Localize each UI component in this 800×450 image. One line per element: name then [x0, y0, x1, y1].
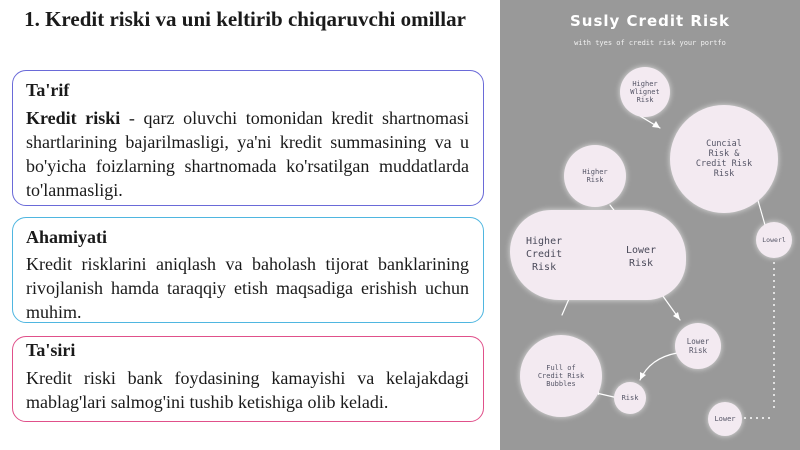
- bubble-label: Lower Risk: [686, 337, 710, 355]
- importance-card: [12, 217, 484, 323]
- bubble-label: Higher Risk: [582, 168, 608, 184]
- definition-description: - qarz oluvchi tomonidan kredit shartnomasi shartlarining bajarilmasligi, ya'ni kredit summasining va u bo'yicha foizlarning shartnomada ko'rsatilgan muddatlarda to'lanmasligi.: [26, 108, 469, 200]
- credit-risk-diagram: [500, 0, 800, 450]
- bubble-higher-lower-blob: [510, 210, 686, 300]
- bubble-higher-wlignet-risk: [620, 67, 670, 117]
- bubble-lower-risk: [675, 323, 721, 369]
- bubble-label-lower: Lower Risk: [626, 245, 657, 269]
- impact-heading: Ta'siri: [26, 340, 76, 360]
- connector-lowermid-risk: [640, 353, 677, 380]
- bubble-lowerl: [756, 222, 792, 258]
- bubble-label: Full of Credit Risk Bubbles: [537, 364, 585, 388]
- bubble-label: Risk: [621, 394, 639, 402]
- definition-card: [12, 70, 484, 206]
- bubble-lower: [708, 402, 742, 436]
- diagram-title: Susly Credit Risk: [570, 12, 730, 30]
- bubble-cuncial-risk: [670, 105, 778, 213]
- bubble-full-of-credit-risk: [520, 335, 602, 417]
- definition-text: [26, 106, 469, 202]
- importance-heading: Ahamiyati: [26, 227, 107, 247]
- definition-heading: Ta'rif: [26, 80, 70, 100]
- definition-term: Kredit riski: [26, 108, 121, 128]
- bubble-label: Cuncial Risk & Credit Risk Risk: [695, 139, 753, 179]
- importance-text: Kredit risklarini aniqlash va baholash tijorat banklarining rivojlanish hamda taraqqiy etish maqsadiga erishish uchun muhim.: [26, 254, 469, 322]
- bubble-higher-risk: [564, 145, 626, 207]
- impact-card: [12, 336, 484, 422]
- bubble-label: Lower: [714, 415, 736, 423]
- bubble-risk: [614, 382, 646, 414]
- bubble-label-higher-credit: Higher Credit Risk: [526, 236, 563, 273]
- bubble-label: Higher Wlignet Risk: [630, 80, 660, 104]
- slide-title: 1. Kredit riski va uni keltirib chiqaruvchi omillar: [24, 7, 466, 31]
- impact-text: Kredit riski bank foydasining kamayishi va kelajakdagi mablag'lari salmog'ini tushib ketishiga olib keladi.: [26, 368, 469, 412]
- diagram-subtitle: with tyes of credit risk your portfo: [574, 39, 726, 47]
- bubble-label: Lowerl: [762, 236, 786, 244]
